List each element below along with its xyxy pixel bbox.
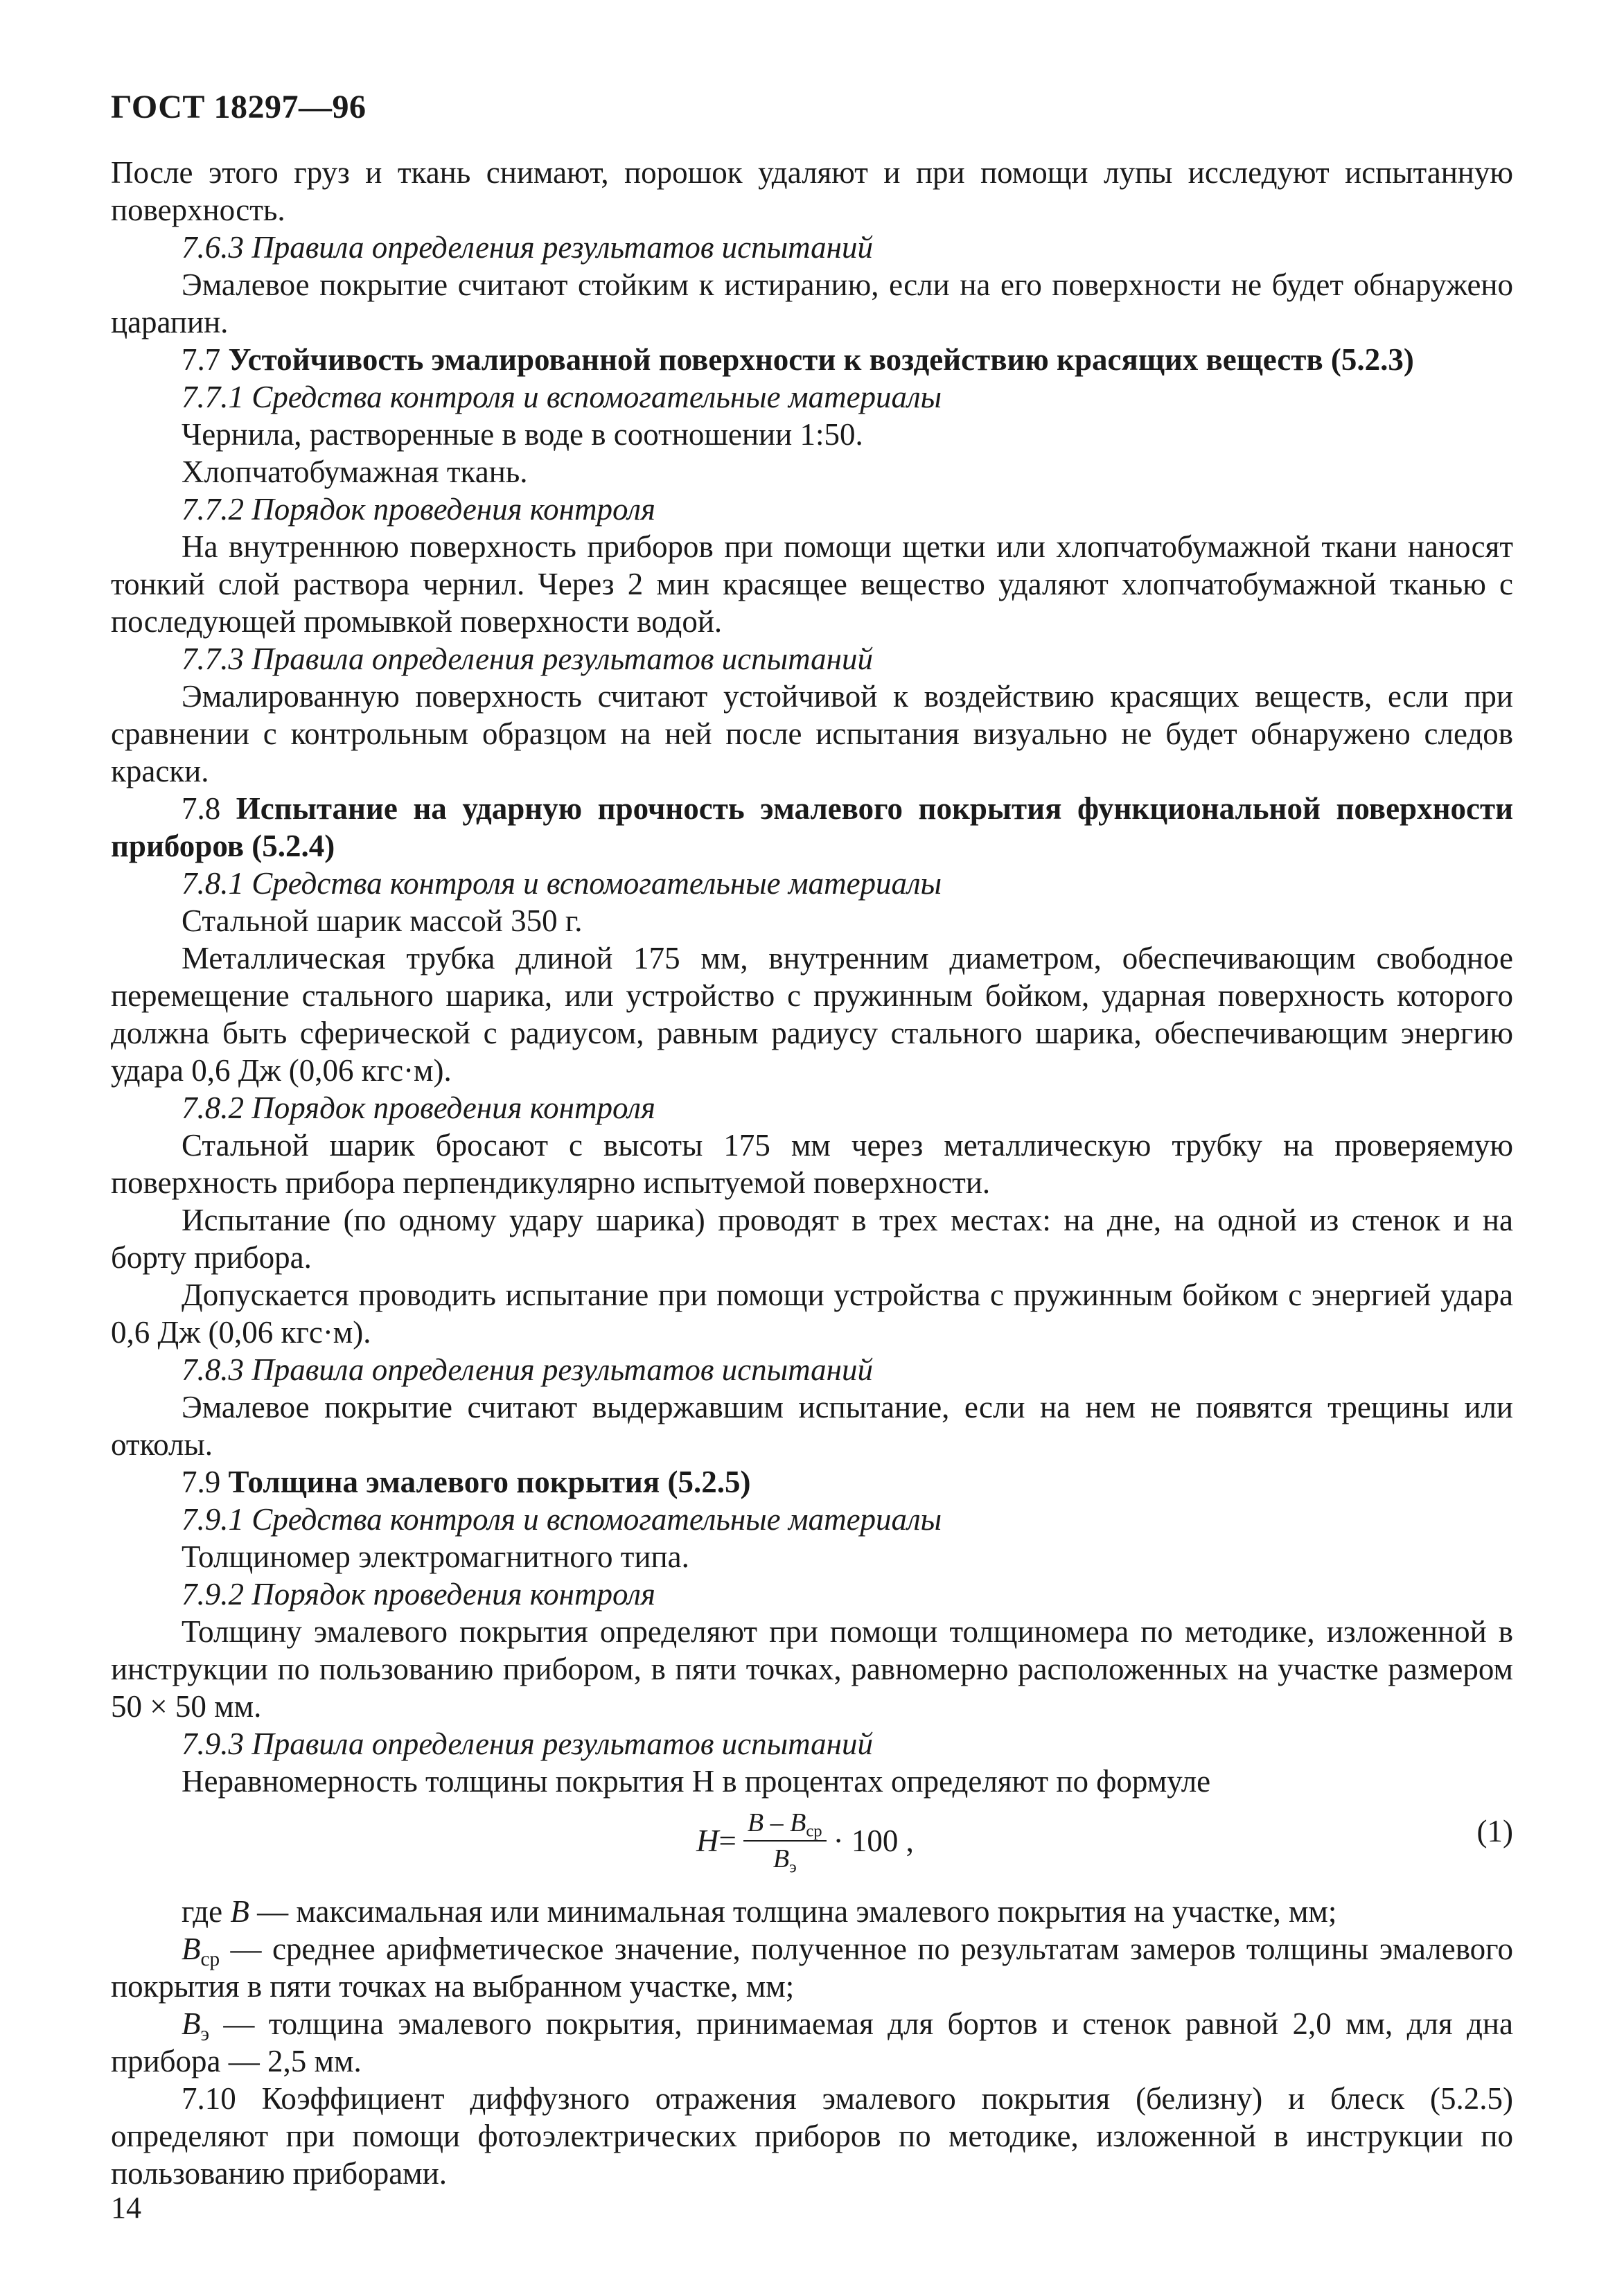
paragraph: Неравномерность толщины покрытия H в процентах определяют по формуле	[182, 1764, 1211, 1799]
formula	[696, 1808, 914, 1877]
section-number: 7.7	[182, 342, 229, 377]
paragraph: Стальной шарик бросают с высоты 175 мм через металлическую трубку на проверяемую поверхность прибора перпендикулярно испытуемой поверхности.	[111, 1128, 1513, 1200]
document-header: ГОСТ 18297—96	[111, 89, 367, 125]
subsection-heading: 7.7.2 Порядок проведения контроля	[182, 492, 655, 527]
formula-block	[111, 1803, 1513, 1887]
paragraph: Толщиномер электромагнитного типа.	[182, 1539, 689, 1574]
section-heading	[111, 1463, 1513, 1501]
paragraph: Металлическая трубка длиной 175 мм, внутренним диаметром, обеспечивающим свободное перемещение стального шарика, или устройство с пружинным бойком, ударная поверхность которого должна быть сферической с радиусом, равным радиусу стального шарика, обеспечивающим энергию удара 0,6 Дж (0,06 кгс·м).	[111, 941, 1513, 1088]
paragraph: Чернила, растворенные в воде в соотношении 1:50.	[182, 417, 863, 452]
paragraph: Испытание (по одному удару шарика) проводят в трех местах: на дне, на одной из стенок и на борту прибора.	[111, 1203, 1513, 1275]
formula-fraction	[743, 1808, 827, 1877]
formula-lhs: H	[696, 1824, 719, 1858]
paragraph: Хлопчатобумажная ткань.	[182, 454, 528, 489]
subsection-heading: 7.9.1 Средства контроля и вспомогательные материалы	[182, 1502, 942, 1537]
subsection-heading: 7.9.3 Правила определения результатов испытаний	[182, 1727, 873, 1761]
document-body	[111, 154, 1513, 2192]
subsection-heading: 7.9.2 Порядок проведения контроля	[182, 1577, 655, 1612]
page-number: 14	[111, 2191, 141, 2225]
section-title: Испытание на ударную прочность эмалевого покрытия функциональной поверхности приборов (5.2.4)	[111, 791, 1514, 863]
section-number: 7.9	[182, 1465, 229, 1499]
section-number: 7.8	[182, 791, 236, 826]
formula-denominator: $B_э$	[773, 1844, 797, 1877]
formula-multiplier: · 100 ,	[833, 1824, 914, 1858]
paragraph: Толщину эмалевого покрытия определяют при помощи толщиномера по методике, изложенной в инструкции по пользованию прибором, в пяти точках, равномерно расположенных на участке размером 50 × 50 мм.	[111, 1614, 1513, 1724]
subsection-heading: 7.7.3 Правила определения результатов испытаний	[182, 642, 873, 676]
section-title: Толщина эмалевого покрытия (5.2.5)	[228, 1465, 751, 1499]
paragraph: Эмалевое покрытие считают стойким к истиранию, если на его поверхности не будет обнаружено царапин.	[111, 267, 1513, 339]
subsection-heading: 7.8.1 Средства контроля и вспомогательные материалы	[182, 866, 942, 901]
variable-definition: где B — максимальная или минимальная толщина эмалевого покрытия на участке, мм;	[182, 1894, 1337, 1929]
subsection-heading: 7.8.2 Порядок проведения контроля	[182, 1090, 655, 1125]
variable-definition: $B_{ср}$ — среднее арифметическое значение, полученное по результатам замеров толщины эмалевого покрытия в пяти точках на выбранном участке, мм;	[111, 1932, 1513, 2004]
formula-equals: =	[718, 1824, 736, 1858]
variable-definition: $B_э$ — толщина эмалевого покрытия, принимаемая для бортов и стенок равной 2,0 мм, для дна прибора — 2,5 мм.	[111, 2006, 1513, 2078]
section-heading	[111, 790, 1513, 865]
formula-numerator: B – $B_{ср}$	[743, 1808, 827, 1842]
subsection-heading: 7.8.3 Правила определения результатов испытаний	[182, 1352, 873, 1387]
paragraph: Стальной шарик массой 350 г.	[182, 903, 583, 938]
section-heading	[111, 341, 1513, 378]
equation-number: (1)	[1476, 1814, 1513, 1848]
section-title: Устойчивость эмалированной поверхности к воздействию красящих веществ (5.2.3)	[228, 342, 1414, 377]
subsection-heading: 7.7.1 Средства контроля и вспомогательные материалы	[182, 380, 942, 414]
paragraph: Эмалированную поверхность считают устойчивой к воздействию красящих веществ, если при сравнении с контрольным образцом на ней после испытания визуально не будет обнаружено следов краски.	[111, 679, 1513, 788]
paragraph: Эмалевое покрытие считают выдержавшим испытание, если на нем не появятся трещины или отколы.	[111, 1390, 1513, 1462]
paragraph: На внутреннюю поверхность приборов при помощи щетки или хлопчатобумажной ткани наносят тонкий слой раствора чернил. Через 2 мин красящее вещество удаляют хлопчатобумажной тканью с последующей промывкой поверхности водой.	[111, 529, 1513, 639]
document-page	[111, 83, 1513, 2252]
paragraph: После этого груз и ткань снимают, порошок удаляют и при помощи лупы исследуют испытанную поверхность.	[111, 155, 1513, 227]
paragraph: Допускается проводить испытание при помощи устройства с пружинным бойком с энергией удара 0,6 Дж (0,06 кгс·м).	[111, 1278, 1513, 1350]
subsection-heading: 7.6.3 Правила определения результатов испытаний	[182, 230, 873, 265]
paragraph: 7.10 Коэффициент диффузного отражения эмалевого покрытия (белизну) и блеск (5.2.5) определяют при помощи фотоэлектрических приборов по методике, изложенной в инструкции по пользованию приборами.	[111, 2081, 1513, 2191]
